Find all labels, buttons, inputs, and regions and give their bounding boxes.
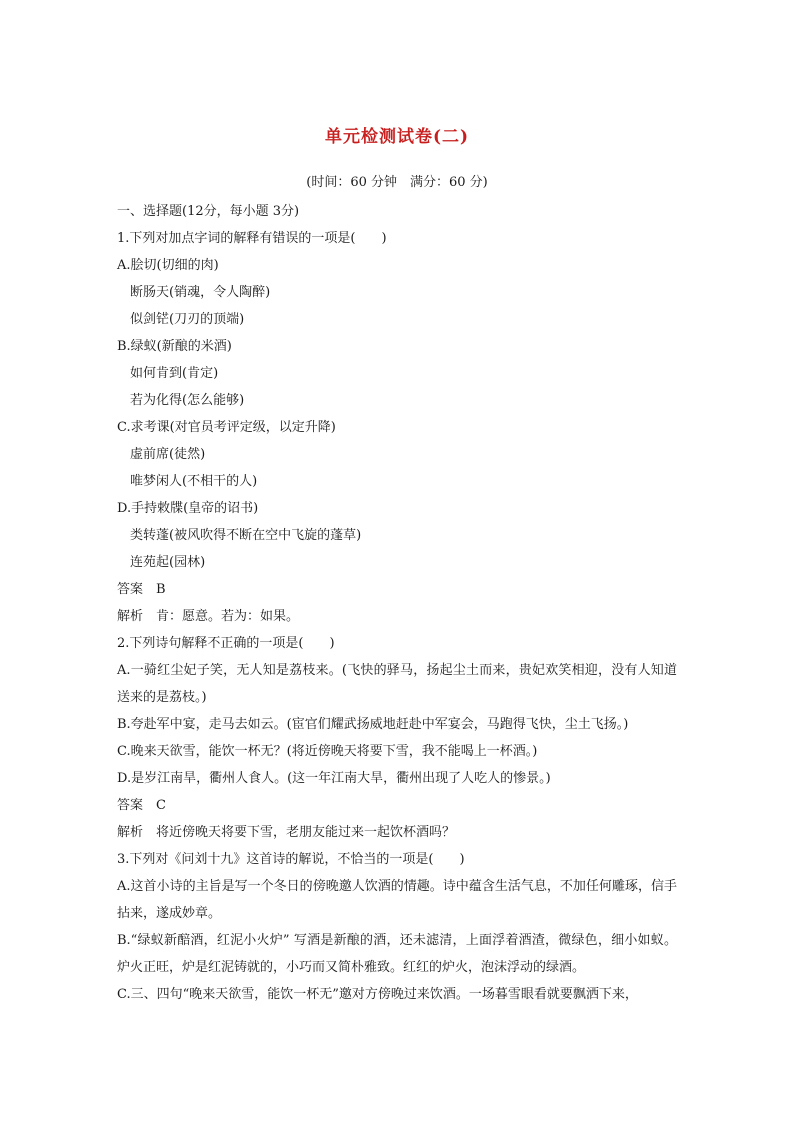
q1-option-b: B.绿蚁(新酿的米酒) — [117, 339, 232, 354]
q2-option-a: A.一骑红尘妃子笑，无人知是荔枝来。(飞快的驿马，扬起尘土而来，贵妃欢笑相迎，没有人知道送来的是荔枝。) — [117, 663, 677, 705]
exam-info: (时间：60 分钟 满分：60 分) — [306, 175, 488, 190]
q1-option-c-sub: 虚前席(徒然) — [130, 447, 206, 462]
q1-answer: 答案 B — [117, 582, 166, 597]
q1-option-d-sub: 连苑起(园林) — [130, 555, 206, 570]
q1-option-d: D.手持敕牒(皇帝的诏书) — [117, 501, 259, 516]
q2-analysis: 解析 将近傍晚天将要下雪，老朋友能过来一起饮杯酒吗？ — [117, 825, 456, 840]
question-2-stem: 2.下列诗句解释不正确的一项是( ) — [117, 636, 335, 651]
q1-option-c: C.求考课(对官员考评定级，以定升降) — [117, 420, 336, 435]
q3-option-b: B.“绿蚁新醅酒，红泥小火炉” 写酒是新酿的酒，还未滤清，上面浮着酒渣，微绿色，细小如蚁。炉火正旺，炉是红泥铸就的，小巧而又简朴雅致。红红的炉火，泡沫浮动的绿酒。 — [117, 933, 677, 975]
q2-answer: 答案 C — [117, 798, 166, 813]
q3-option-a: A.这首小诗的主旨是写一个冬日的傍晚邀人饮酒的情趣。诗中蕴含生活气息，不加任何雕琢，信手拈来，遂成妙章。 — [117, 879, 677, 921]
q1-option-a: A.脍切(切细的肉) — [117, 258, 219, 273]
exam-body — [117, 198, 677, 1008]
q1-option-b-sub: 如何肯到(肯定) — [130, 366, 219, 381]
q1-option-a-sub: 断肠天(销魂，令人陶醉) — [130, 285, 271, 300]
q2-option-c: C.晚来天欲雪，能饮一杯无？(将近傍晚天将要下雪，我不能喝上一杯酒。) — [117, 744, 538, 759]
q3-option-c: C.三、四句“晚来天欲雪，能饮一杯无”邀对方傍晚过来饮酒。一场暮雪眼看就要飘洒下来， — [117, 987, 638, 1002]
page-title: 单元检测试卷(二) — [324, 127, 470, 147]
q1-option-b-sub: 若为化得(怎么能够) — [130, 393, 245, 408]
q1-option-c-sub: 唯梦闲人(不相干的人) — [130, 474, 258, 489]
q1-option-d-sub: 类转蓬(被风吹得不断在空中飞旋的蓬草) — [130, 528, 362, 543]
question-3-stem: 3.下列对《问刘十九》这首诗的解说，不恰当的一项是( ) — [117, 852, 465, 867]
section-heading: 一、选择题(12分，每小题 3分) — [117, 204, 300, 219]
q1-option-a-sub: 似剑铓(刀刃的顶端) — [130, 312, 245, 327]
q2-option-b: B.夸赴军中宴，走马去如云。(宦官们耀武扬威地赶赴中军宴会，马跑得飞快，尘土飞扬。) — [117, 717, 629, 732]
q2-option-d: D.是岁江南旱，衢州人食人。(这一年江南大旱，衢州出现了人吃人的惨景。) — [117, 771, 551, 786]
question-1-stem: 1.下列对加点字词的解释有错误的一项是( ) — [117, 231, 387, 246]
q1-analysis: 解析 肯：愿意。若为：如果。 — [117, 609, 300, 624]
